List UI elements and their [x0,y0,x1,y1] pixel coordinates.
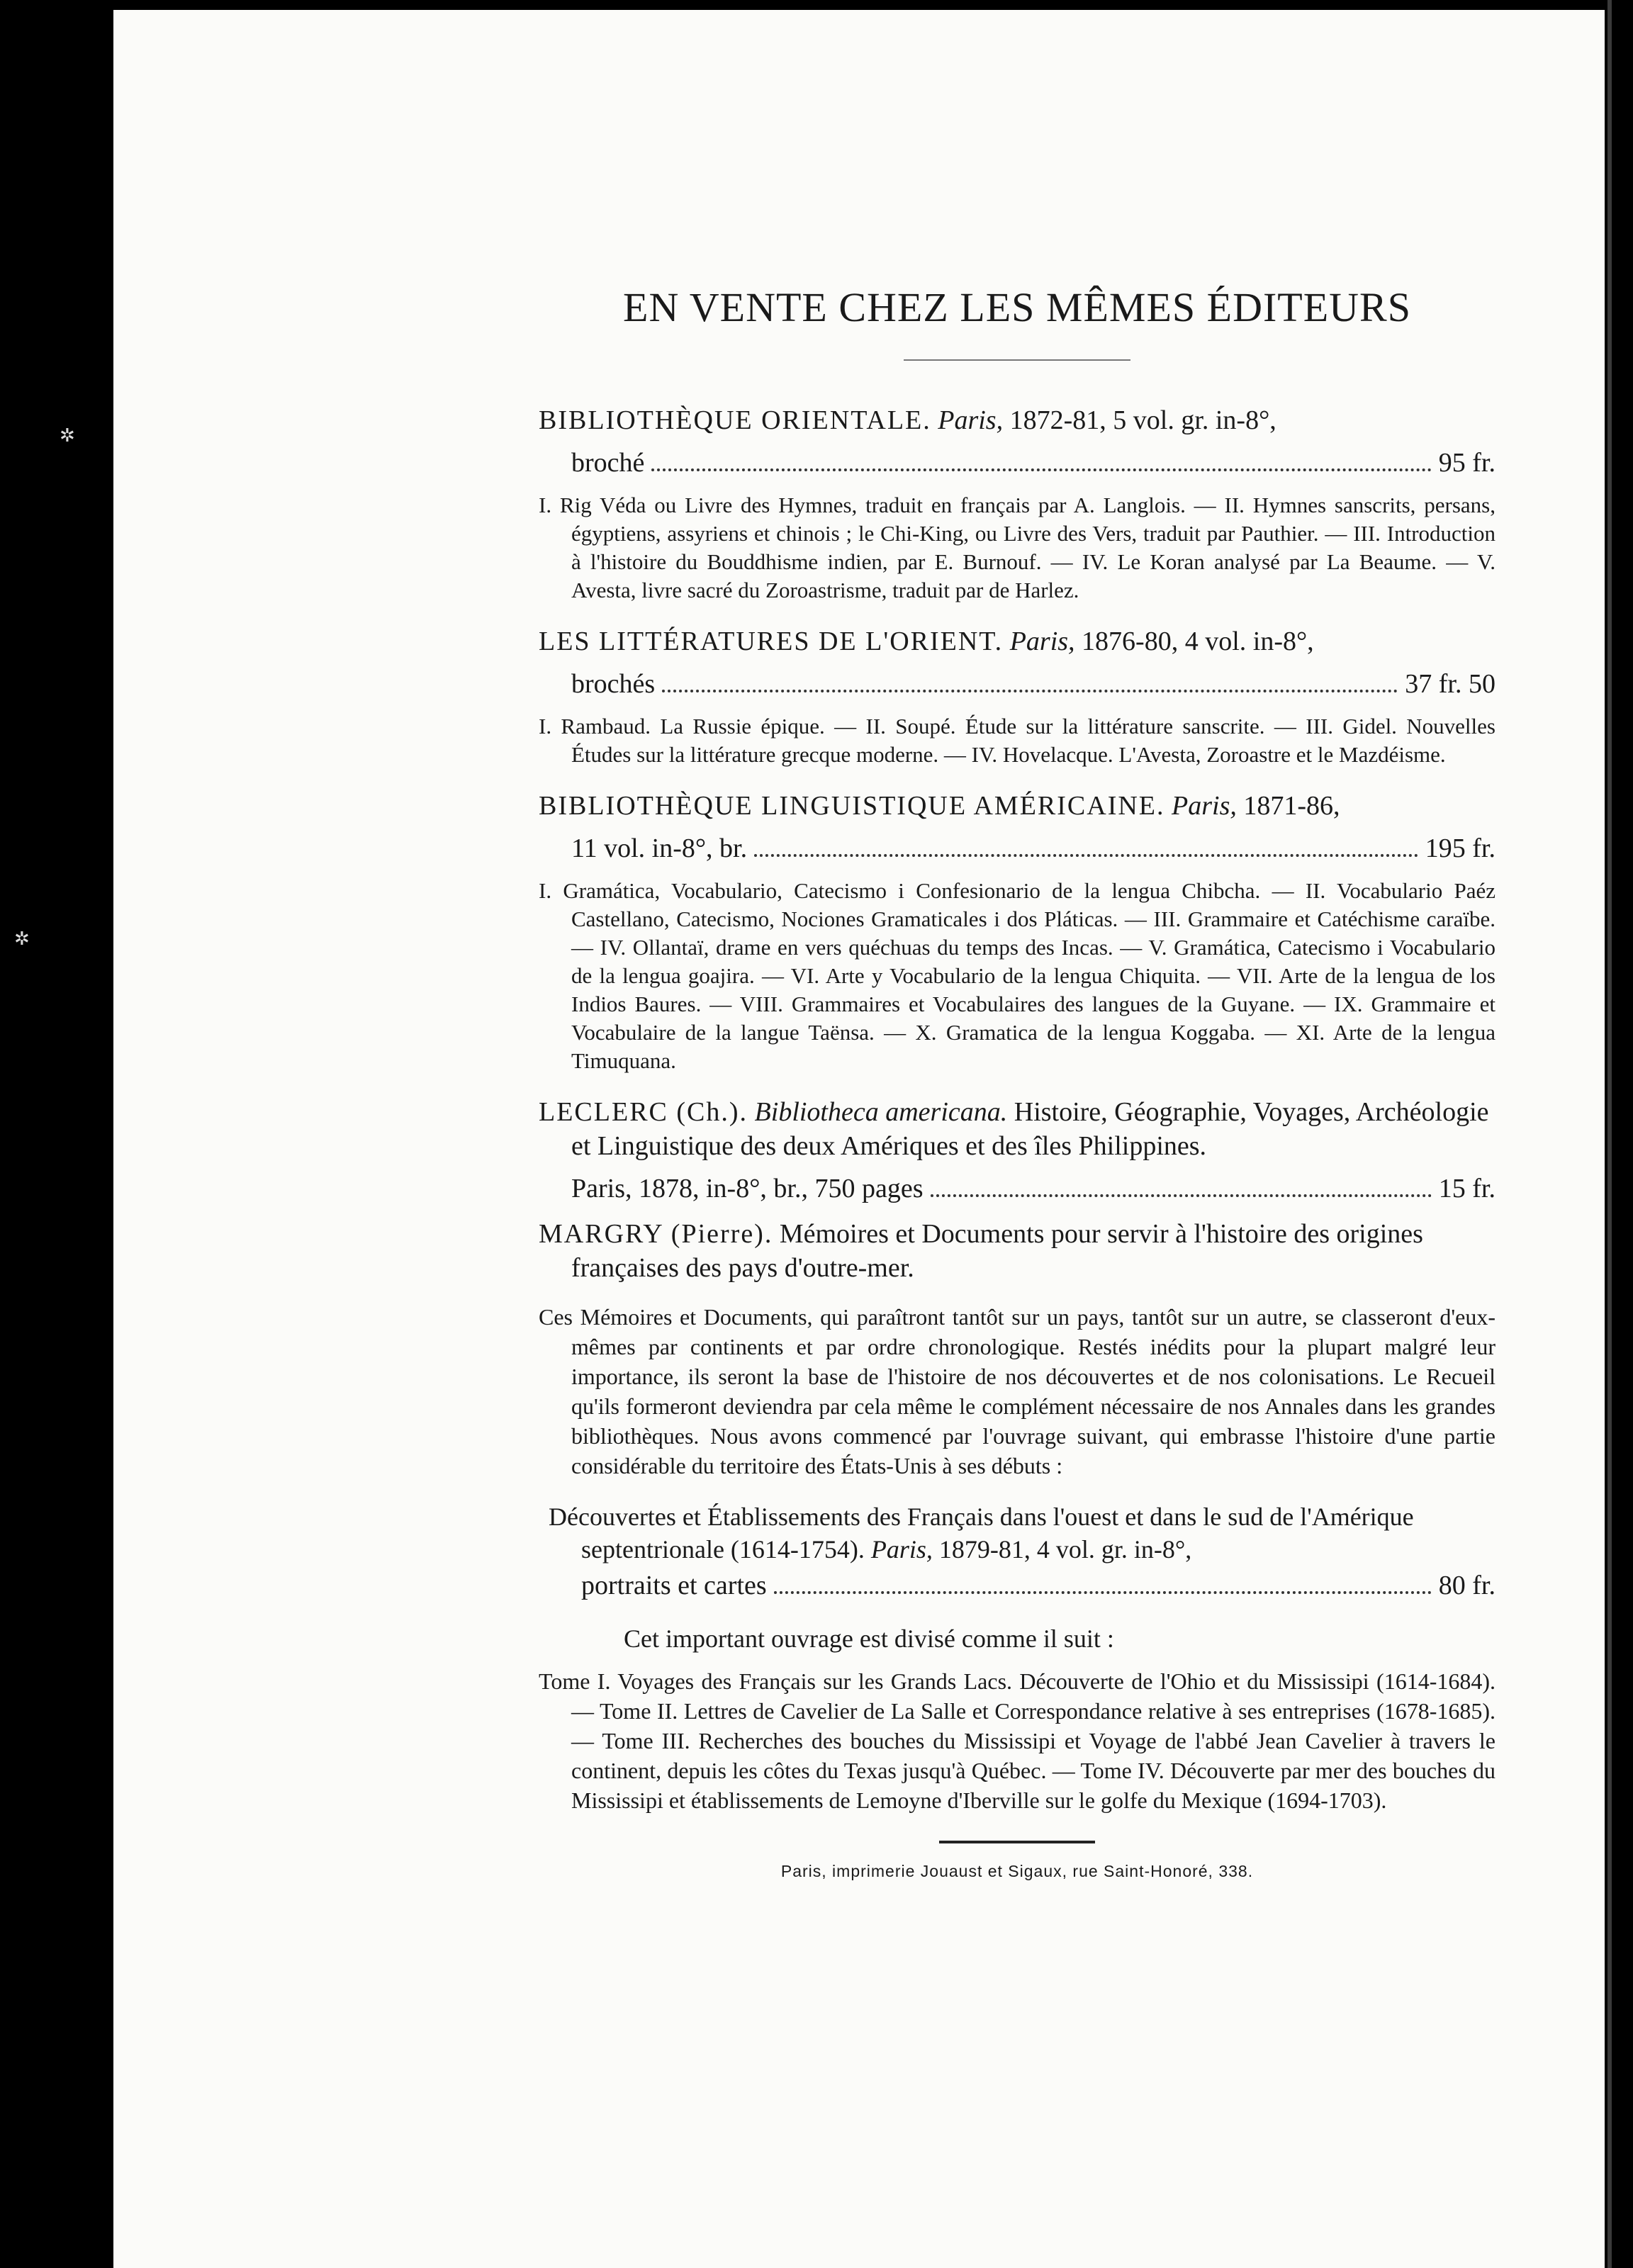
entry-name: BIBLIOTHÈQUE LINGUISTIQUE AMÉRICAINE. [539,791,1165,821]
entry-detail: 1872-81, 5 vol. gr. in-8°, [1009,405,1276,435]
entry-contents: I. Gramática, Vocabulario, Catecismo i Confesionario de la lengua Chibcha. — II. Vocabulario Paéz Castellano, Catecismo, Nociones Gramaticales i dos Pláticas. — III. Grammaire et Catéchisme caraïbe. — IV. Ollantaï, drame en vers quéchuas du temps des Incas. — V. Gramática, Catecismo i Vocabulario de la lengua goajira. — VI. Arte y Vocabulario de la lengua Chiquita. — VII. Arte de la lengua de los Indios Baures. — VIII. Grammaires et Vocabulaires des langues de la Guyane. — IX. Grammaire et Vocabulaire de la langue Taënsa. — X. Gramatica de la lengua Koggaba. — XI. Arte de la lengua Timuquana. [539,878,1495,1073]
dot-leader [774,1591,1432,1594]
work-place: Paris, [870,1535,933,1564]
dot-leader [931,1194,1432,1197]
entry-litteratures-orient [539,624,1495,658]
price-label: brochés [571,669,656,699]
tomes-list: Tome I. Voyages des Français sur les Grands Lacs. Découverte de l'Ohio et du Mississipi (1614-1684). — Tome II. Lettres de Cavelier de La Salle et Correspondance relative à ses entreprises (1678-1685). — Tome III. Recherches des bouches du Mississipi et Voyage de l'abbé Jean Cavelier à travers le continent, depuis les côtes du Texas jusqu'à Québec. — Tome IV. Découverte par mer des bouches du Mississipi et établissements de Lemoyne d'Iberville sur le golfe du Mexique (1694-1703). [539,1668,1495,1813]
work-title: Découvertes et Établissements des Français dans l'ouest et dans le sud de l'Amérique septentrionale (1614-1754). [549,1503,1414,1564]
price-line [539,1568,1495,1602]
footer-rule [939,1841,1095,1843]
title-rule [904,359,1130,361]
catalogue-page [539,284,1495,1881]
dot-leader [651,468,1431,471]
entry-contents: I. Rambaud. La Russie épique. — II. Soupé. Étude sur la littérature sanscrite. — III. Gidel. Nouvelles Études sur la littérature grecque moderne. — IV. Hovelacque. L'Avesta, Zoroastre et le Mazdéisme. [539,714,1495,767]
entry-place: Paris, [938,405,1004,435]
price-line [539,446,1495,480]
price-label: portraits et cartes [581,1571,767,1600]
printer-imprint: Paris, imprimerie Jouaust et Sigaux, rue Saint-Honoré, 338. [780,1862,1254,1880]
price: 80 fr. [1438,1571,1495,1600]
entry-contents: I. Rig Véda ou Livre des Hymnes, traduit en français par A. Langlois. — II. Hymnes sanscrits, persans, égyptiens, assyriens et chinois ; le Chi-King, ou Livre des Vers, traduit par Pauthier. — III. Introduction à l'histoire du Bouddhisme indien, par E. Burnouf. — IV. Le Koran analysé par La Beaume. — V. Avesta, livre sacré du Zoroastrisme, traduit par de Harlez. [539,493,1495,602]
price: 95 fr. [1438,448,1495,478]
price: 37 fr. 50 [1405,669,1495,699]
price: 15 fr. [1438,1174,1495,1203]
dot-leader [754,854,1418,857]
margry-description: Ces Mémoires et Documents, qui paraîtront tantôt sur un pays, tantôt sur un autre, se classeront d'eux-mêmes par continents et par ordre chronologique. Restés inédits pour la plupart malgré leur importance, ils seront la base de l'histoire de nos découvertes et de nos colonisations. Le Recueil qu'ils formeront deviendra par cela même le complément nécessaire de nos Annales dans les grandes bibliothèques. Nous avons commencé par l'ouvrage suivant, qui embrasse l'histoire d'une partie considérable du territoire des États-Unis à ses débuts : [539,1304,1495,1478]
entry-margry [539,1217,1495,1285]
entry-leclerc [539,1095,1495,1163]
entry-detail: 1876-80, 4 vol. in-8°, [1082,627,1314,656]
page-spine-edge [1607,0,1612,2268]
scan-speck: ✲ [60,425,75,446]
entry-text: Histoire, Géographie, Voyages, Archéologie et Linguistique des deux Amériques et des îles Philippines. [571,1097,1489,1161]
entry-place: Paris, [571,1174,632,1203]
entry-name: BIBLIOTHÈQUE ORIENTALE. [539,405,931,435]
price-label [571,1172,924,1206]
page-title: EN VENTE CHEZ LES MÊMES ÉDITEURS [623,284,1411,330]
entry-name: LECLERC (Ch.). [539,1097,748,1127]
division-note: Cet important ouvrage est divisé comme il suit : [624,1624,1114,1653]
entry-name: LES LITTÉRATURES DE L'ORIENT. [539,627,1004,656]
entry-bibliotheque-orientale [539,403,1495,437]
price-line [539,1172,1495,1206]
entry-place: Paris, [1172,791,1237,821]
entry-name: MARGRY (Pierre). [539,1219,773,1249]
price-label: 11 vol. in-8°, br. [571,833,748,863]
price: 195 fr. [1425,833,1495,863]
entry-title: Bibliotheca americana. [754,1097,1008,1127]
entry-detail: 1871-86, [1243,791,1340,821]
margry-work [539,1500,1495,1566]
entry-place: Paris, [1009,627,1075,656]
dot-leader [662,690,1398,692]
price-label-text: 1878, in-8°, br., 750 pages [639,1174,924,1203]
price-line [539,831,1495,865]
work-detail: 1879-81, 4 vol. gr. in-8°, [938,1535,1192,1564]
price-line [539,667,1495,701]
entry-bibliotheque-linguistique [539,789,1495,823]
scan-speck: ✲ [14,928,30,949]
entry-text: Mémoires et Documents pour servir à l'histoire des origines françaises des pays d'outre-mer. [571,1219,1423,1283]
price-label: broché [571,448,645,478]
